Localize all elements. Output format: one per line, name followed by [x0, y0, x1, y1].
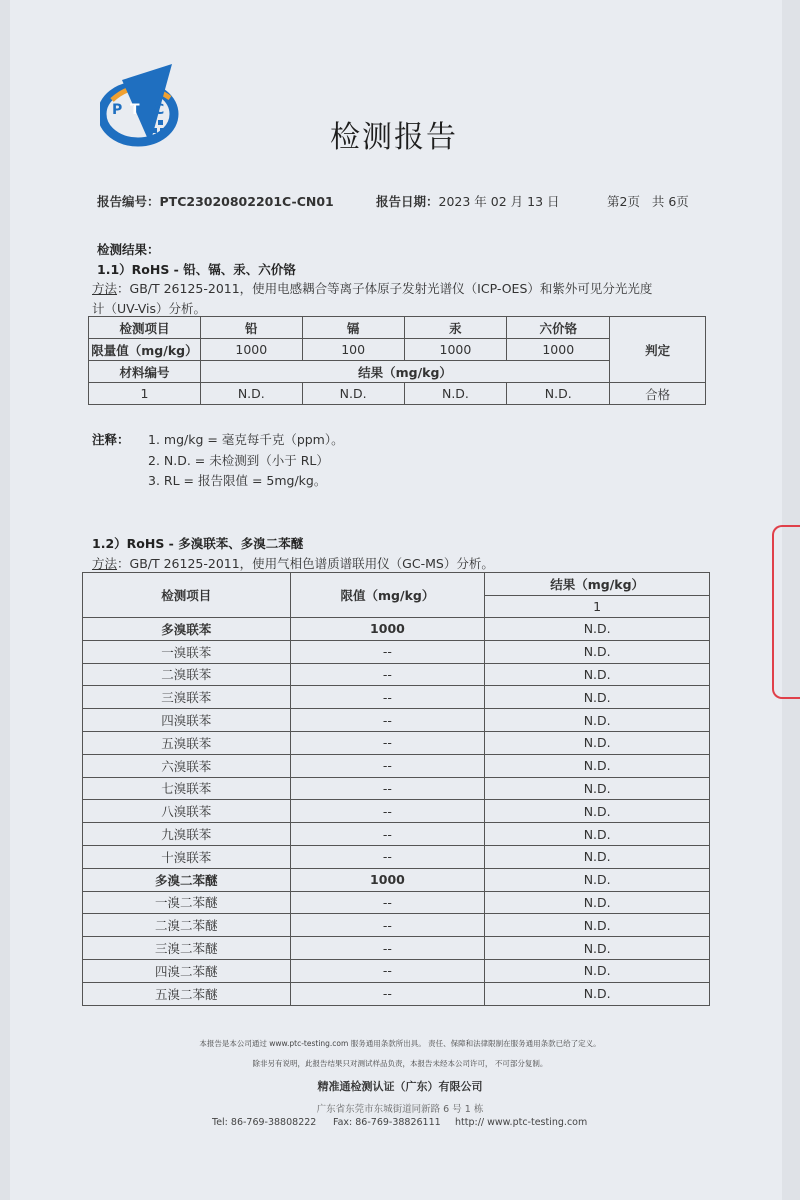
result-value: N.D. — [404, 383, 507, 405]
result-value: N.D. — [485, 686, 710, 709]
limit-value: -- — [290, 959, 485, 982]
table-row — [83, 777, 710, 800]
note-item: 1. mg/kg = 毫克每千克（ppm）。 — [148, 432, 344, 447]
limit-label: 限量值（mg/kg） — [89, 339, 201, 361]
limit-value: 1000 — [404, 339, 507, 361]
limit-value: -- — [290, 754, 485, 777]
result-value: N.D. — [485, 891, 710, 914]
limit-value: 1000 — [290, 618, 485, 641]
result-label: 结果（mg/kg） — [200, 361, 609, 383]
table-row — [83, 868, 710, 891]
result-value: N.D. — [485, 823, 710, 846]
note-item: 3. RL = 报告限值 = 5mg/kg。 — [148, 473, 327, 488]
section-1-heading: 1.1）RoHS - 铅、镉、汞、六价铬 — [97, 262, 296, 277]
svg-text:T: T — [130, 102, 140, 118]
table-row — [83, 845, 710, 868]
judge-value: 合格 — [610, 383, 706, 405]
compound-name: 八溴联苯 — [83, 800, 291, 823]
compound-name: 五溴联苯 — [83, 731, 291, 754]
table-row — [83, 754, 710, 777]
ptc-logo — [100, 62, 180, 152]
limit-value: -- — [290, 982, 485, 1005]
footer-fax: Fax: 86-769-38826111 — [333, 1117, 441, 1128]
footer-tel: Tel: 86-769-38808222 — [212, 1117, 317, 1128]
result-value: N.D. — [485, 709, 710, 732]
compound-name: 九溴联苯 — [83, 823, 291, 846]
table-row — [83, 914, 710, 937]
compound-name: 四溴二苯醚 — [83, 959, 291, 982]
item-lead: 铅 — [200, 317, 302, 339]
report-number: 报告编号：PTC23020802201C-CN01 — [97, 194, 334, 209]
table-row — [83, 937, 710, 960]
note-item: 2. N.D. = 未检测到（小于 RL） — [148, 453, 329, 468]
compound-name: 多溴二苯醚 — [83, 868, 291, 891]
limit-value: 100 — [302, 339, 404, 361]
limit-value: -- — [290, 937, 485, 960]
table-row — [83, 618, 710, 641]
result-value: N.D. — [485, 959, 710, 982]
compound-name: 三溴联苯 — [83, 686, 291, 709]
result-value: N.D. — [302, 383, 404, 405]
compound-name: 七溴联苯 — [83, 777, 291, 800]
table-row — [83, 731, 710, 754]
table-row — [83, 800, 710, 823]
result-value: N.D. — [485, 640, 710, 663]
result-value: N.D. — [485, 982, 710, 1005]
limit-value: -- — [290, 891, 485, 914]
item-cadmium: 镉 — [302, 317, 404, 339]
compound-name: 一溴二苯醚 — [83, 891, 291, 914]
compound-name: 二溴二苯醚 — [83, 914, 291, 937]
section-1-method: 方法：GB/T 26125-2011，使用电感耦合等离子体原子发射光谱仪（ICP-OES）和紫外可见分光光度 — [92, 281, 653, 296]
limit-value: -- — [290, 845, 485, 868]
section-2-heading: 1.2）RoHS - 多溴联苯、多溴二苯醚 — [92, 536, 304, 551]
page-indicator: 第2页 共 6页 — [607, 194, 689, 209]
result-value: N.D. — [485, 663, 710, 686]
table-row — [83, 663, 710, 686]
compound-name: 一溴联苯 — [83, 640, 291, 663]
result-value: N.D. — [485, 754, 710, 777]
section-2-method: 方法：GB/T 26125-2011，使用气相色谱质谱联用仪（GC-MS）分析。 — [92, 556, 494, 571]
table-row — [89, 383, 706, 405]
item-label: 检测项目 — [89, 317, 201, 339]
footer-disclaimer-1: 本报告是本公司通过 www.ptc-testing.com 服务通用条款所出具。 责任、保障和法律限制在服务通用条款已给了定义。 — [199, 1039, 601, 1048]
report-date: 报告日期：2023 年 02 月 13 日 — [376, 194, 560, 209]
compound-name: 六溴联苯 — [83, 754, 291, 777]
footer-company: 精准通检测认证（广东）有限公司 — [317, 1080, 483, 1093]
limit-value: -- — [290, 914, 485, 937]
red-seal-stamp — [772, 525, 800, 699]
compound-name: 三溴二苯醚 — [83, 937, 291, 960]
heavy-metals-table — [88, 316, 706, 405]
limit-value: -- — [290, 777, 485, 800]
compound-name: 五溴二苯醚 — [83, 982, 291, 1005]
document-title: 检测报告 — [330, 120, 458, 155]
footer-website[interactable]: http:// www.ptc-testing.com — [455, 1117, 588, 1128]
compound-name: 多溴联苯 — [83, 618, 291, 641]
result-value: N.D. — [507, 383, 610, 405]
result-value: N.D. — [485, 937, 710, 960]
section-1-method-cont: 计（UV-Vis）分析。 — [92, 301, 207, 316]
judge-label: 判定 — [610, 317, 706, 383]
table-row — [83, 709, 710, 732]
item-label: 检测项目 — [83, 573, 291, 618]
table-row — [83, 982, 710, 1005]
sample-id: 1 — [485, 596, 710, 618]
result-value: N.D. — [485, 800, 710, 823]
table-row — [83, 686, 710, 709]
limit-value: -- — [290, 663, 485, 686]
table-row — [83, 959, 710, 982]
result-value: N.D. — [485, 618, 710, 641]
limit-value: 1000 — [507, 339, 610, 361]
limit-label: 限值（mg/kg） — [290, 573, 485, 618]
limit-value: -- — [290, 640, 485, 663]
result-value: N.D. — [485, 777, 710, 800]
material-id: 1 — [89, 383, 201, 405]
compound-name: 二溴联苯 — [83, 663, 291, 686]
item-chromium: 六价铬 — [507, 317, 610, 339]
result-value: N.D. — [485, 914, 710, 937]
table-row — [83, 891, 710, 914]
result-value: N.D. — [485, 868, 710, 891]
result-label: 结果（mg/kg） — [485, 573, 710, 596]
results-label: 检测结果： — [97, 242, 160, 257]
limit-value: -- — [290, 731, 485, 754]
compound-name: 四溴联苯 — [83, 709, 291, 732]
result-value: N.D. — [485, 845, 710, 868]
table-row — [83, 823, 710, 846]
footer-address: 广东省东莞市东城街道同新路 6 号 1 栋 — [316, 1104, 484, 1115]
footer-disclaimer-2: 除非另有说明，此报告结果只对测试样品负责，本报告未经本公司许可， 不可部分复制。 — [252, 1059, 548, 1068]
table-row — [83, 640, 710, 663]
svg-text:P: P — [112, 102, 123, 118]
limit-value: -- — [290, 709, 485, 732]
limit-value: 1000 — [200, 339, 302, 361]
material-label: 材料编号 — [89, 361, 201, 383]
result-value: N.D. — [485, 731, 710, 754]
compound-name: 十溴联苯 — [83, 845, 291, 868]
limit-value: 1000 — [290, 868, 485, 891]
limit-value: -- — [290, 823, 485, 846]
item-mercury: 汞 — [404, 317, 507, 339]
limit-value: -- — [290, 800, 485, 823]
brominated-table — [82, 572, 710, 1006]
result-value: N.D. — [200, 383, 302, 405]
notes-label: 注释： — [92, 432, 130, 447]
svg-text:C: C — [154, 102, 165, 118]
limit-value: -- — [290, 686, 485, 709]
